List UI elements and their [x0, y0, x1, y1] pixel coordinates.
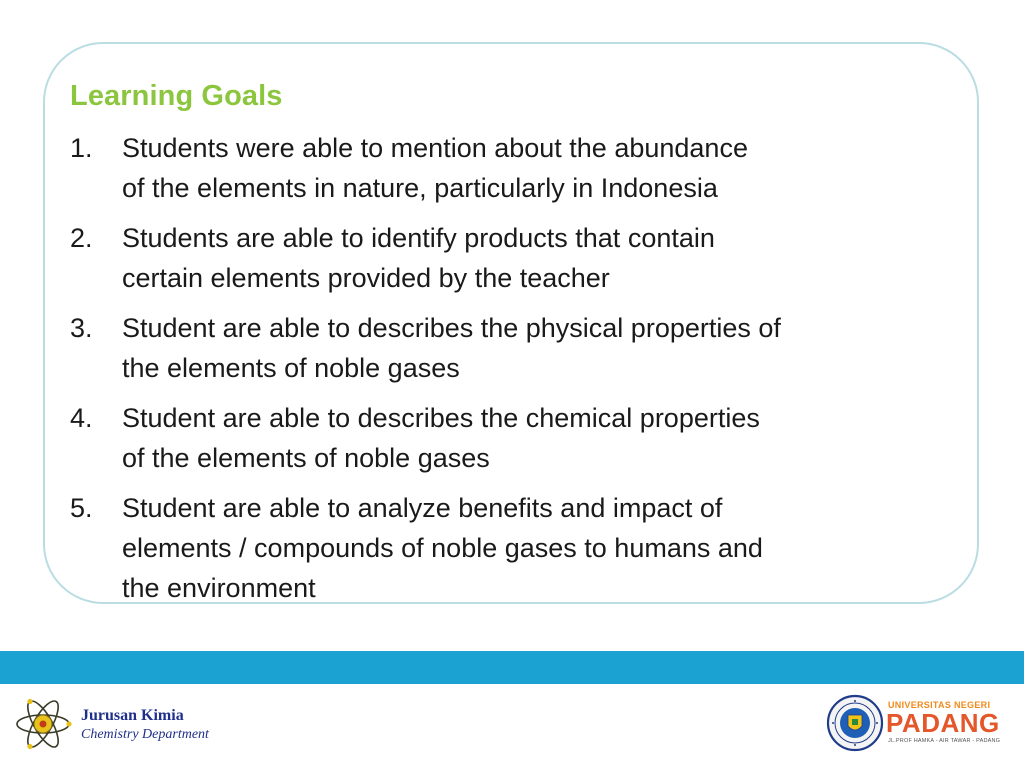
goal-number: 1.	[70, 133, 93, 163]
goal-text-line: Students are able to identify products that contain	[122, 223, 715, 253]
goal-number: 3.	[70, 313, 93, 343]
goal-text-line: of the elements of noble gases	[122, 443, 490, 473]
goal-text-line: elements / compounds of noble gases to humans and	[122, 533, 763, 563]
goal-text-line: of the elements in nature, particularly in Indonesia	[122, 173, 718, 203]
university-top-label: UNIVERSITAS NEGERI	[888, 700, 991, 710]
goal-text-line: Student are able to describes the physical properties of	[122, 313, 781, 343]
goal-text-line: Student are able to analyze benefits and impact of	[122, 493, 723, 523]
goal-number: 2.	[70, 223, 93, 253]
department-name: Jurusan Kimia	[81, 707, 184, 724]
university-main-label: PADANG	[886, 708, 1000, 738]
goal-item	[70, 398, 970, 478]
goal-item	[70, 308, 970, 388]
footer-band	[0, 651, 1024, 684]
goal-text-line: the environment	[122, 573, 316, 603]
goal-item	[70, 128, 970, 208]
goal-number: 4.	[70, 403, 93, 433]
goal-text-line: Student are able to describes the chemical properties	[122, 403, 760, 433]
department-subtitle: Chemistry Department	[81, 727, 209, 742]
atom-logo-icon	[14, 695, 72, 753]
goal-text-line: the elements of noble gases	[122, 353, 460, 383]
learning-goals-list	[70, 128, 970, 618]
goal-item	[70, 488, 970, 608]
goal-text-line: Students were able to mention about the abundance	[122, 133, 748, 163]
goal-text-line: certain elements provided by the teacher	[122, 263, 610, 293]
learning-goals-title: Learning Goals	[70, 80, 283, 112]
university-address: JL.PROF HAMKA - AIR TAWAR - PADANG	[888, 738, 1001, 744]
goal-item	[70, 218, 970, 298]
goal-number: 5.	[70, 493, 93, 523]
unp-seal-icon	[826, 694, 884, 752]
